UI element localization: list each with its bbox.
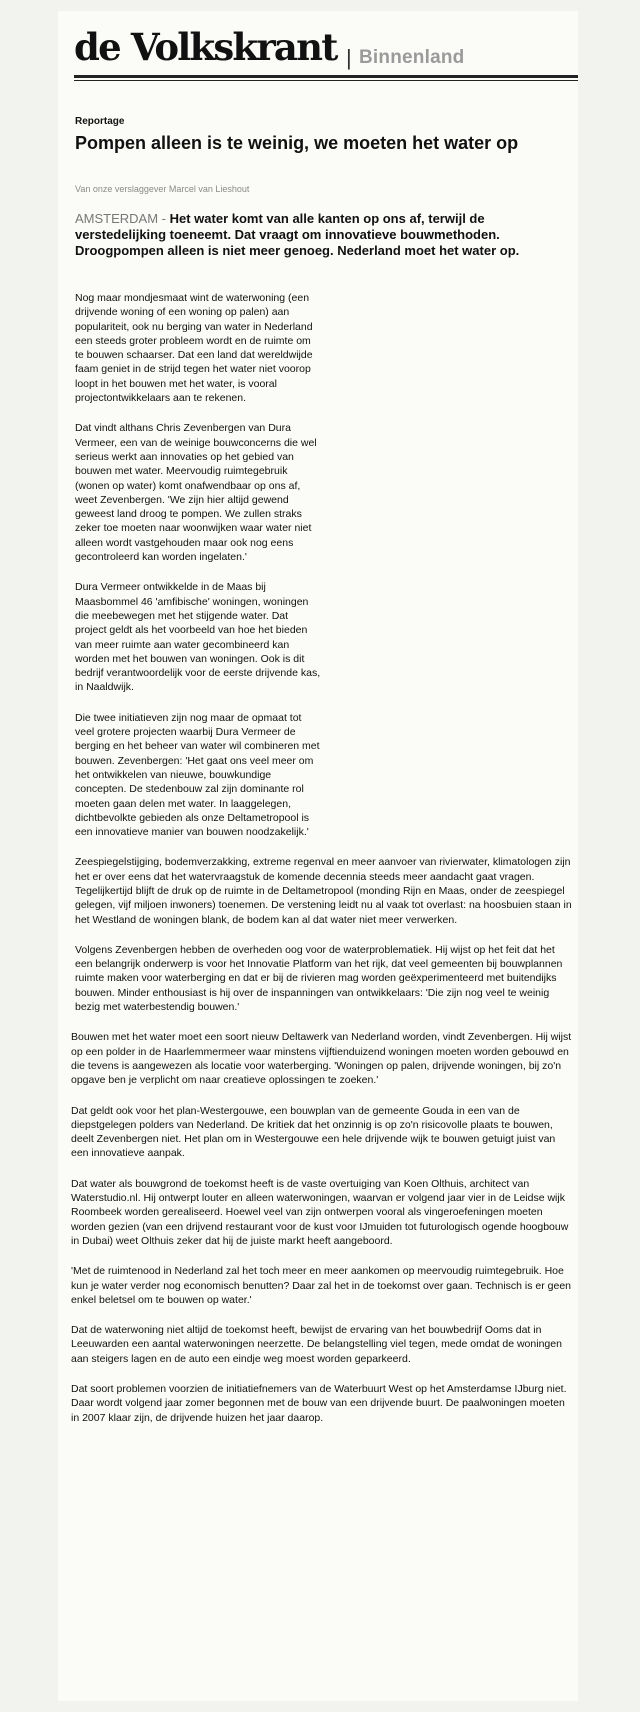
- body-paragraph-3: Dura Vermeer ontwikkelde in de Maas bij Maasbommel 46 'amfibische' woningen, woningen die meebewegen met het stijgende water. Dat project geldt als het voorbeeld van hoe het bieden van meer ruimte aan water gecombineerd kan worden met het bouwen van woningen. Ook is dit bedrijf verantwoordelijk voor de eerste drijvende kas, in Naaldwijk.: [75, 581, 321, 694]
- body-paragraph-7: Bouwen met het water moet een soort nieuw Deltawerk van Nederland worden, vindt Zevenbergen. Hij wijst op een polder in de Haarlemmermeer waar minstens vijftienduizend woningen moeten worden gebouwd en die tevens is aangewezen als locatie voor waterberging. 'Woningen op palen, drijvende woningen, bij zo'n opgave ben je verplicht om naar creatieve oplossingen te zoeken.': [71, 1031, 572, 1087]
- body-paragraph-11: Dat de waterwoning niet altijd de toekomst heeft, bewijst de ervaring van het bouwbedrijf Ooms dat in Leeuwarden een aantal waterwoningen neerzette. De belangstelling viel tegen, mede omdat de woningen aan steigers lagen en de auto een eindje weg moest worden geparkeerd.: [71, 1324, 562, 1365]
- article-page: [58, 11, 578, 1701]
- body-paragraph-10: 'Met de ruimtenood in Nederland zal het toch meer en meer aankomen op meervoudig ruimtegebruik. Hoe kun je water verder nog economisch benutten? Daar zal het in de toekomst over gaan. Technisch is er geen enkel beletsel om te bouwen op water.': [71, 1265, 572, 1306]
- article-body: [71, 291, 575, 1441]
- article-kicker: Reportage: [75, 116, 125, 127]
- body-paragraph-4: Die twee initiatieven zijn nog maar de opmaat tot veel grotere projecten waarbij Dura Vermeer de berging en het beheer van water wil combineren met bouwen. Zevenbergen: 'Het gaat ons veel meer om het ontwikkelen van nieuwe, bouwkundige concepten. De stedenbouw zal zijn dominante rol moeten gaan delen met water. In laaggelegen, dichtbevolkte gebieden als onze Deltametropool is een innovatieve manier van bouwen noodzakelijk.': [75, 711, 320, 839]
- section-name[interactable]: Binnenland: [359, 47, 465, 68]
- body-paragraph-12: Dat soort problemen voorzien de initiatiefnemers van de Waterbuurt West op het Amsterdamse IJburg niet. Daar wordt volgend jaar zomer begonnen met de bouw van een drijvende buurt. De paalwoningen moeten in 2007 klaar zijn, de drijvende huizen het jaar daarop.: [71, 1383, 567, 1424]
- body-paragraph-6: Volgens Zevenbergen hebben de overheden oog voor de waterproblematiek. Hij wijst op het feit dat het een belangrijk onderwerp is voor het Innovatie Platform van het rijk, dat veel gemeenten bij bouwplannen ruimte maken voor waterberging en dat er bij de rivieren mag worden geëxperimenteerd met buitendijks bouwen. Minder enthousiast is hij over de inspanningen van ontwikkelaars: 'Die zijn nog veel te weinig bezig met waterbestendig bouwen.': [75, 943, 563, 1014]
- newspaper-logo[interactable]: de Volkskrant: [74, 25, 337, 69]
- masthead-separator: |: [346, 45, 352, 70]
- body-paragraph-8: Dat geldt ook voor het plan-Westergouwe, een bouwplan van de gemeente Gouda in een van de diepstgelegen polders van Nederland. De kritiek dat het onzinnig is op zo'n risicovolle plaats te bouwen, deelt Zevenbergen niet. Het plan om in Westergouwe een hele drijvende wijk te bouwen getuigt juist van een innovatieve aanpak.: [71, 1104, 556, 1160]
- body-paragraph-1: Nog maar mondjesmaat wint de waterwoning (een drijvende woning of een woning op palen) aan populariteit, ook nu berging van water in Nederland een steeds groter probleem wordt en de ruimte om te bouwen schaarser. Dat een land dat wereldwijde faam geniet in de strijd tegen het water niet voorop loopt in het bouwen met het water, is vooral projectontwikkelaars aan te rekenen.: [75, 292, 313, 405]
- masthead-rule-thin: [74, 80, 578, 81]
- article-byline: Van onze verslaggever Marcel van Lieshout: [75, 184, 250, 194]
- lead-dateline: AMSTERDAM -: [75, 211, 170, 226]
- article-headline: Pompen alleen is te weinig, we moeten het water op: [75, 133, 519, 153]
- lead-text: Het water komt van alle kanten op ons af, terwijl de verstedelijking toeneemt. Dat vraagt om innovatieve bouwmethoden. Droogpompen alleen is niet meer genoeg. Nederland moet het water op.: [75, 211, 520, 258]
- body-paragraph-9: Dat water als bouwgrond de toekomst heeft is de vaste overtuiging van Koen Olthuis, architect van Waterstudio.nl. Hij ontwerpt louter en alleen waterwoningen, waarvan er volgend jaar vier in de Leidse wijk Roombeek worden gerealiseerd. Hoewel veel van zijn ontwerpen vooral als vingeroefeningen moeten worden gezien (van een drijvend restaurant voor de kust voor IJmuiden tot futurologisch ogende hoogbouw in Dubai) weet Olthuis zeker dat hij de juiste markt heeft aangeboord.: [71, 1177, 569, 1247]
- body-paragraph-2: Dat vindt althans Chris Zevenbergen van Dura Vermeer, een van de weinige bouwconcerns die wel serieus werkt aan innovaties op het gebied van bouwen met water. Meervoudig ruimtegebruik (wonen op water) komt onafwendbaar op ons af, weet Zevenbergen. 'We zijn hier altijd gewend geweest land droog te pompen. We zullen straks zeker toe moeten naar woonwijken waar water niet alleen wordt vastgehouden maar ook nog eens gecontroleerd kan worden ingelaten.': [75, 422, 317, 564]
- masthead-rule-thick: [74, 75, 578, 78]
- body-paragraph-5: Zeespiegelstijging, bodemverzakking, extreme regenval en meer aanvoer van rivierwater, klimatologen zijn het er over eens dat het watervraagstuk de komende decennia steeds meer aandacht gaat vragen. Tegelijkertijd blijft de druk op de ruimte in de Deltametropool (monding Rijn en Maas, onder de zeespiegel gelegen, vijf miljoen inwoners) toenemen. De verstening leidt nu al vaak tot overlast: na hoosbuien staan in het Westland de woningen blank, de bodem kan al dat water niet meer verwerken.: [75, 856, 572, 926]
- article-lead: [75, 211, 571, 259]
- masthead: [74, 27, 574, 79]
